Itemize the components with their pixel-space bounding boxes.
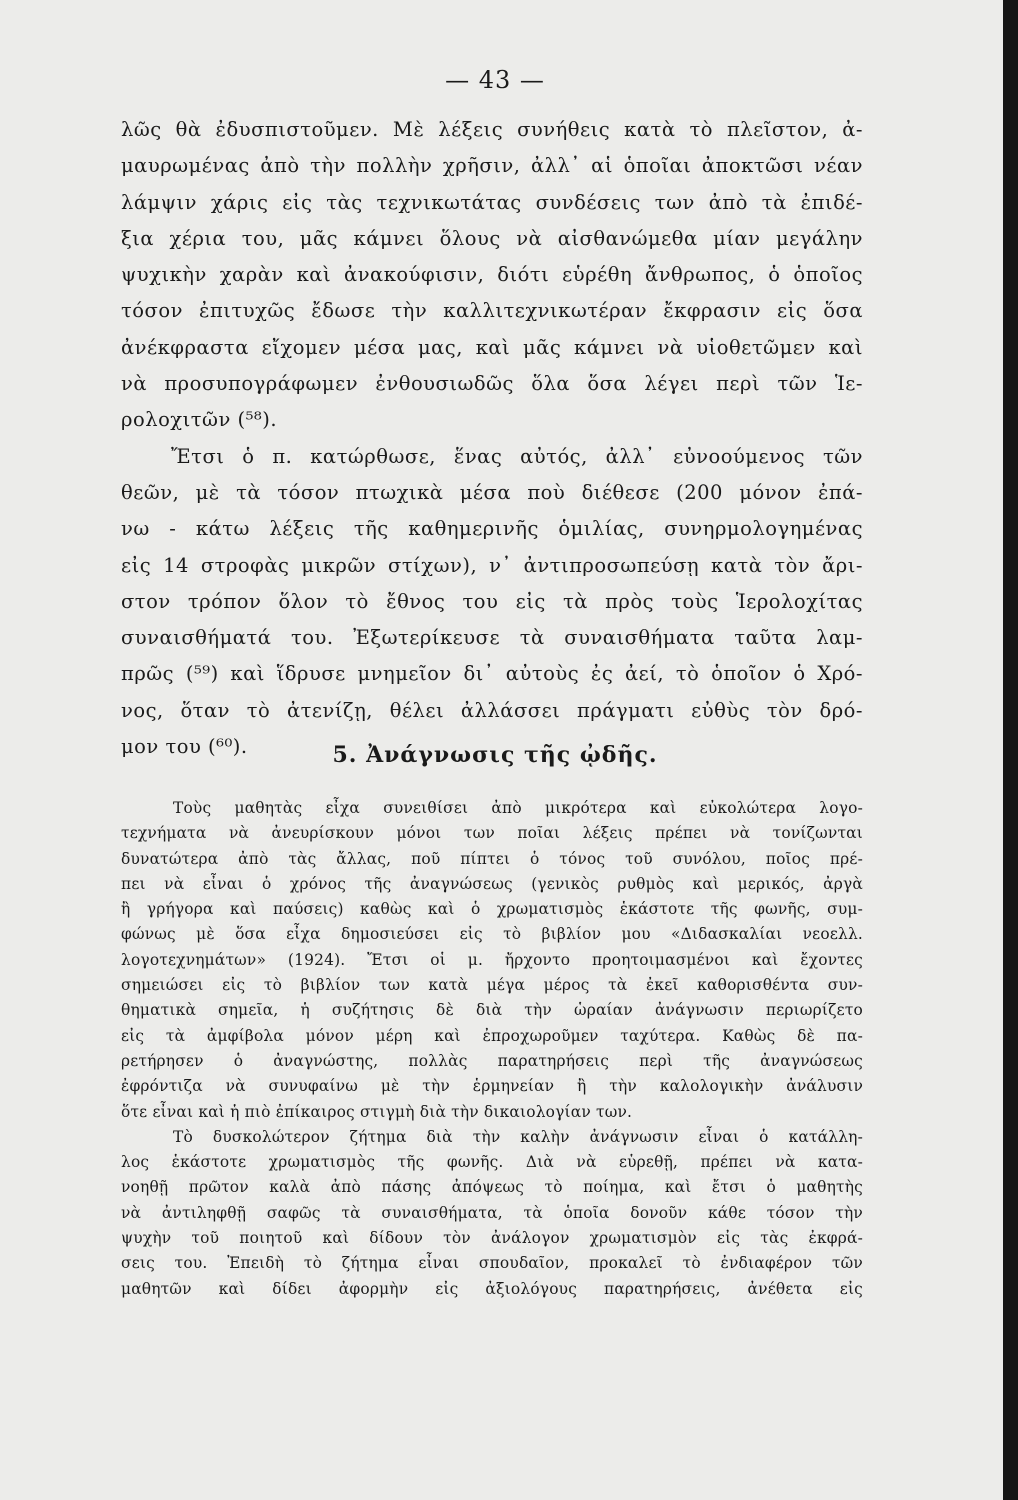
text-line: ἀνέκφραστα εἴχομεν μέσα μας, καὶ μᾶς κάμνει νὰ υἱοθετῶμεν καὶ	[121, 335, 863, 359]
text-line: στον τρόπον ὅλον τὸ ἔθνος του εἰς τὰ πρὸς τοὺς Ἱερολοχίτας	[121, 589, 863, 613]
text-line: λῶς θὰ ἐδυσπιστοῦμεν. Μὲ λέξεις συνήθεις κατὰ τὸ πλεῖστον, ἀ-	[121, 118, 863, 141]
text-line: μαθητῶν καὶ δίδει ἀφορμὴν εἰς ἀξιολόγους παρατηρήσεις, ἀνέθετα εἰς	[121, 1279, 863, 1298]
text-line: νοηθῇ πρῶτον καλὰ ἀπὸ πάσης ἀπόψεως τὸ ποίημα, καὶ ἔτσι ὁ μαθητὴς	[121, 1178, 863, 1197]
text-line: λος ἑκάστοτε χρωματισμὸς τῆς φωνῆς. Διὰ νὰ εὑρεθῇ, πρέπει νὰ κατα-	[121, 1153, 863, 1172]
text-line: ψυχικὴν χαρὰν καὶ ἀνακούφισιν, διότι εὑρέθη ἄνθρωπος, ὁ ὁποῖος	[121, 263, 863, 287]
text-line: Τὸ δυσκολώτερον ζήτημα διὰ τὴν καλὴν ἀνάγνωσιν εἶναι ὁ κατάλλη-	[173, 1127, 863, 1146]
page-number: — 43 —	[445, 66, 545, 94]
text-line: μαυρωμένας ἀπὸ τὴν πολλὴν χρῆσιν, ἀλλ᾽ αἱ ὁποῖαι ἀποκτῶσι νέαν	[121, 154, 863, 178]
text-line: νὰ ἀντιληφθῇ σαφῶς τὰ συναισθήματα, τὰ ὁποῖα δονοῦν κάθε τόσον τὴν	[121, 1203, 863, 1222]
text-line: νὰ προσυπογράφωμεν ἐνθουσιωδῶς ὅλα ὅσα λέγει περὶ τῶν Ἱε-	[121, 372, 863, 396]
text-line: τεχνήματα νὰ ἀνευρίσκουν μόνοι των ποῖαι λέξεις πρέπει νὰ τονίζωνται	[121, 824, 863, 843]
text-line: συναισθήματά του. Ἐξωτερίκευσε τὰ συναισθήματα ταῦτα λαμ-	[121, 626, 863, 650]
text-line: εἰς 14 στροφὰς μικρῶν στίχων), ν᾽ ἀντιπροσωπεύσῃ κατὰ τὸν ἄρι-	[121, 553, 863, 577]
text-line: Τοὺς μαθητὰς εἶχα συνειθίσει ἀπὸ μικρότερα καὶ εὐκολώτερα λογο-	[173, 799, 863, 817]
text-line: σεις του. Ἐπειδὴ τὸ ζήτημα εἶναι σπουδαῖον, προκαλεῖ τὸ ἐνδιαφέρον τῶν	[121, 1254, 863, 1273]
text-line: τόσον ἐπιτυχῶς ἔδωσε τὴν καλλιτεχνικωτέραν ἔκφρασιν εἰς ὅσα	[121, 299, 863, 323]
text-line: ρολοχιτῶν (⁵⁸).	[121, 408, 278, 432]
main-text	[121, 112, 863, 765]
text-line: θηματικὰ σημεῖα, ἡ συζήτησις δὲ διὰ τὴν ὡραίαν ἀνάγνωσιν περιωρίζετο	[121, 1001, 863, 1020]
text-line: πρῶς (⁵⁹) καὶ ἵδρυσε μνημεῖον δι᾽ αὐτοὺς ἐς ἀεί, τὸ ὁποῖον ὁ Χρό-	[121, 662, 863, 686]
text-line: ψυχὴν τοῦ ποιητοῦ καὶ δίδουν τὸν ἀνάλογον χρωματισμὸν εἰς τὰς ἐκφρά-	[121, 1229, 863, 1248]
book-spine-shadow	[1003, 0, 1018, 1500]
text-line: νος, ὅταν τὸ ἀτενίζῃ, θέλει ἀλλάσσει πράγματι εὐθὺς τὸν δρό-	[121, 698, 863, 722]
text-line: εἰς τὰ ἀμφίβολα μόνον μέρη καὶ ἐπροχωροῦμεν ταχύτερα. Καθὼς δὲ πα-	[121, 1026, 863, 1045]
section-text	[121, 796, 863, 1302]
text-line: νω - κάτω λέξεις τῆς καθημερινῆς ὁμιλίας, συνηρμολογημένας	[121, 517, 863, 541]
text-line: Ἔτσι ὁ π. κατώρθωσε, ἕνας αὐτός, ἀλλ᾽ εὐνοούμενος τῶν	[171, 444, 863, 468]
text-line: ἢ γρήγορα καὶ παύσεις) καθὼς καὶ ὁ χρωματισμὸς ἑκάστοτε τῆς φωνῆς, συμ-	[121, 900, 863, 919]
text-line: ἐφρόντιζα νὰ συνυφαίνω μὲ τὴν ἑρμηνείαν ἢ τὴν καλολογικὴν ἀνάλυσιν	[121, 1077, 863, 1096]
text-line: σημειώσει εἰς τὸ βιβλίον των κατὰ μέγα μέρος τὰ ἐκεῖ καθορισθέντα συν-	[121, 976, 863, 995]
text-line: μον του (⁶⁰).	[121, 735, 248, 759]
text-line: ξια χέρια του, μᾶς κάμνει ὅλους νὰ αἰσθανώμεθα μίαν μεγάλην	[121, 226, 863, 250]
text-line: πει νὰ εἶναι ὁ χρόνος τῆς ἀναγνώσεως (γενικὸς ρυθμὸς καὶ μερικός, ἀργὰ	[121, 874, 863, 893]
text-line: λογοτεχνημάτων» (1924). Ἔτσι οἱ μ. ἤρχοντο προητοιμασμένοι καὶ ἔχοντες	[121, 950, 863, 969]
text-line: ρετήρησεν ὁ ἀναγνώστης, πολλὰς παρατηρήσεις περὶ τῆς ἀναγνώσεως	[121, 1051, 863, 1070]
section-heading: 5. Ἀνάγνωσις τῆς ᾠδῆς.	[332, 742, 658, 768]
text-line: λάμψιν χάρις εἰς τὰς τεχνικωτάτας συνδέσεις των ἀπὸ τὰ ἐπιδέ-	[121, 190, 863, 214]
text-line: φώνως μὲ ὅσα εἶχα δημοσιεύσει εἰς τὸ βιβλίον μου «Διδασκαλίαι νεοελλ.	[121, 925, 863, 944]
text-line: δυνατώτερα ἀπὸ τὰς ἄλλας, ποῦ πίπτει ὁ τόνος τοῦ συνόλου, ποῖος πρέ-	[121, 849, 863, 868]
text-line: ὅτε εἶναι καὶ ἡ πιὸ ἐπίκαιρος στιγμὴ διὰ τὴν δικαιολογίαν των.	[121, 1102, 633, 1121]
text-line: θεῶν, μὲ τὰ τόσον πτωχικὰ μέσα ποὺ διέθεσε (200 μόνον ἐπά-	[121, 480, 863, 504]
